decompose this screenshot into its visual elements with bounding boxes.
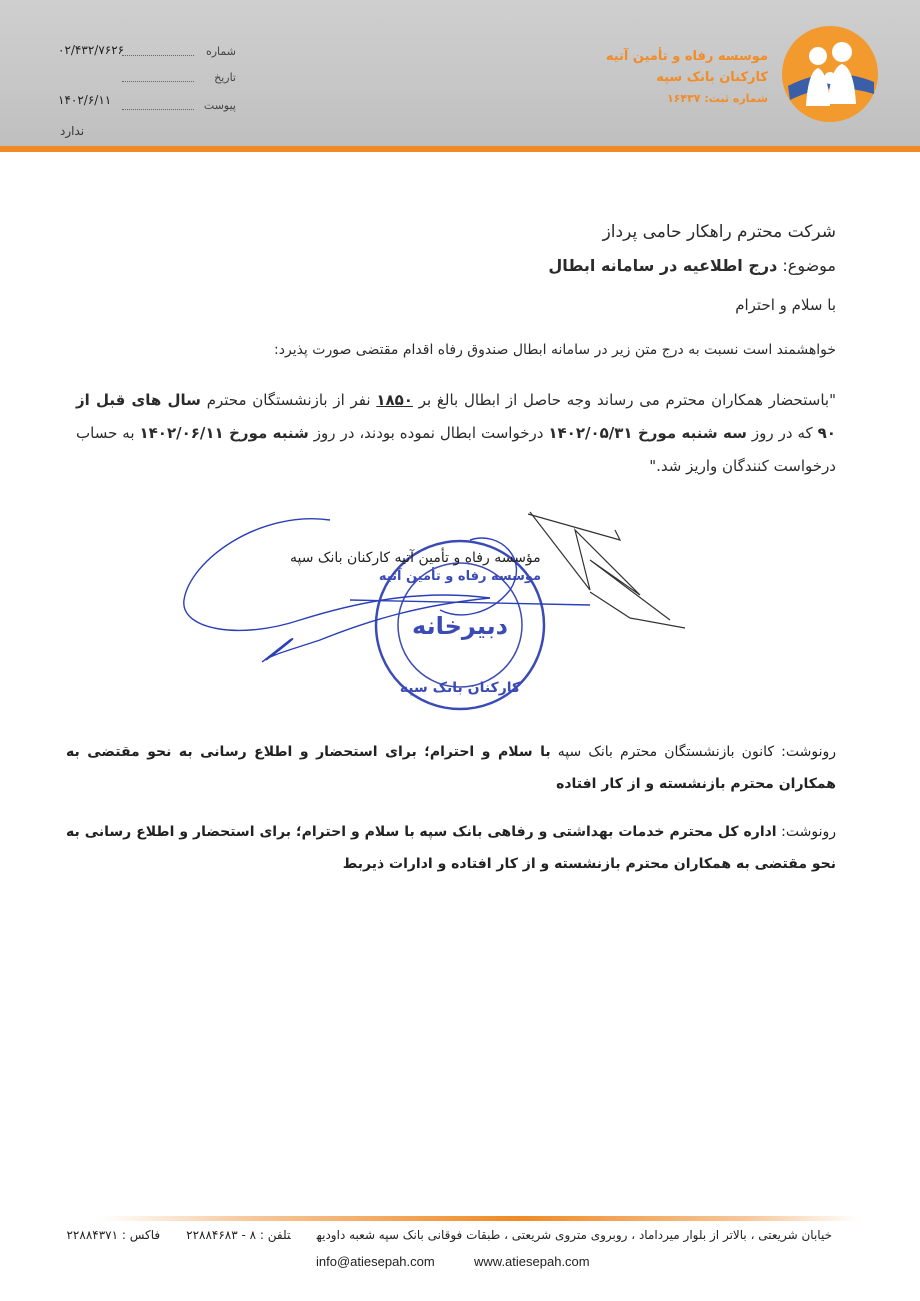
letter-recipient: شرکت محترم راهکار حامی پرداز bbox=[602, 222, 836, 242]
dotted-line bbox=[122, 109, 194, 110]
handwritten-signature-icon bbox=[184, 519, 590, 662]
stamp-top-text: موسسه رفاه و تأمین آتیه bbox=[378, 569, 542, 584]
footer-email-link[interactable]: info@atiesepah.com bbox=[316, 1254, 435, 1269]
letter-greeting: با سلام و احترام bbox=[735, 296, 836, 314]
quote-part4: درخواست ابطال نموده بودند، در روز bbox=[313, 424, 544, 442]
beneficiary-count: ۱۸۵۰ bbox=[376, 391, 413, 409]
quote-part3: که در روز bbox=[751, 424, 813, 442]
attachment-value: ندارد bbox=[60, 124, 85, 138]
stamp-bottom-text: کارکنان بانک سپه bbox=[399, 680, 521, 696]
dotted-line bbox=[122, 81, 194, 82]
letter-request: خواهشمند است نسبت به درج متن زیر در سامانه ابطال صندوق رفاه اقدام مقتضی صورت پذیرد: bbox=[274, 342, 836, 358]
meta-date-row bbox=[52, 64, 252, 86]
signature-and-stamp bbox=[170, 500, 710, 730]
date-value: ۱۴۰۲/۶/۱۱ bbox=[58, 93, 112, 107]
date-label: تاریخ bbox=[214, 71, 236, 84]
quote-part2: نفر از بازنشستگان محترم bbox=[206, 391, 371, 409]
letterhead-header bbox=[0, 0, 920, 146]
official-stamp-icon bbox=[376, 541, 544, 709]
footer-website-link[interactable]: www.atiesepah.com bbox=[474, 1254, 590, 1269]
cc-recipient: اداره کل محترم خدمات بهداشتی و رفاهی بانک سپه bbox=[419, 824, 777, 840]
announcement-text bbox=[76, 384, 836, 483]
organization-logo-icon bbox=[780, 24, 880, 124]
number-label: شماره bbox=[205, 45, 236, 58]
letter-subject bbox=[76, 256, 836, 275]
quote-part1: "باستحضار همکاران محترم می رساند وجه حاصل از ابطال بالغ بر bbox=[418, 391, 836, 409]
footer-phone: تلفن : ۸ - ۲۲۸۸۴۶۸۳ bbox=[186, 1228, 291, 1242]
meta-attachment-row bbox=[52, 92, 252, 114]
footer-address: خیابان شریعتی ، بالاتر از بلوار میرداماد ، روبروی متروی شریعتی ، طبقات فوقانی بانک سپه شعبه داودیه bbox=[316, 1228, 832, 1242]
quote-bold-years: سال های قبل از ۹۰ bbox=[76, 391, 836, 442]
quote-part5: به حساب درخواست کنندگان واریز شد." bbox=[76, 424, 836, 475]
subject-text: درج اطلاعیه در سامانه ابطال bbox=[548, 256, 778, 275]
stamp-middle-text: دبیرخانه bbox=[412, 612, 508, 640]
cc-text: با سلام و احترام؛ برای استحضار و اطلاع رسانی به نحو مقتضی به همکاران محترم بازنشسته و از کار افتاده و ادارات ذیربط bbox=[66, 824, 836, 872]
dotted-line bbox=[122, 55, 194, 56]
signatory-name: مؤسسه رفاه و تأمین آتیه کارکنان بانک سپه bbox=[290, 550, 541, 566]
quote-bold-request-date: سه شنبه مورخ ۱۴۰۲/۰۵/۳۱ bbox=[548, 424, 747, 442]
cc-line-2 bbox=[66, 816, 836, 880]
cc-prefix: رونوشت: bbox=[781, 824, 837, 840]
cc-text: با سلام و احترام؛ برای استحضار و اطلاع رسانی به نحو مقتضی به همکاران محترم بازنشسته و از کار افتاده bbox=[66, 744, 836, 792]
footer-fax: فاکس : ۲۲۸۸۴۳۷۱ bbox=[66, 1228, 161, 1242]
footer-contact bbox=[40, 1228, 832, 1242]
org-registration: شماره ثبت: ۱۶۴۳۷ bbox=[666, 92, 768, 105]
second-signature-icon bbox=[528, 512, 685, 628]
cc-recipient: کانون بازنشستگان محترم بانک سپه bbox=[557, 744, 775, 760]
attachment-label: پیوست bbox=[203, 99, 236, 112]
organization-name bbox=[568, 46, 768, 109]
header-accent-bar bbox=[0, 146, 920, 152]
org-name-line2: کارکنان بانک سپه bbox=[656, 70, 768, 85]
number-value: ۰۲/۴۳۲/۷۶۲۶ bbox=[58, 43, 125, 57]
cc-prefix: رونوشت: bbox=[781, 744, 836, 760]
quote-bold-payment-date: شنبه مورخ ۱۴۰۲/۰۶/۱۱ bbox=[139, 424, 309, 442]
cc-line-1 bbox=[66, 736, 836, 800]
meta-number-row bbox=[52, 38, 252, 60]
org-name-line1: موسسه رفاه و تأمین آتیه bbox=[605, 49, 768, 64]
subject-prefix: موضوع: bbox=[782, 256, 836, 275]
footer-divider bbox=[100, 1216, 860, 1221]
